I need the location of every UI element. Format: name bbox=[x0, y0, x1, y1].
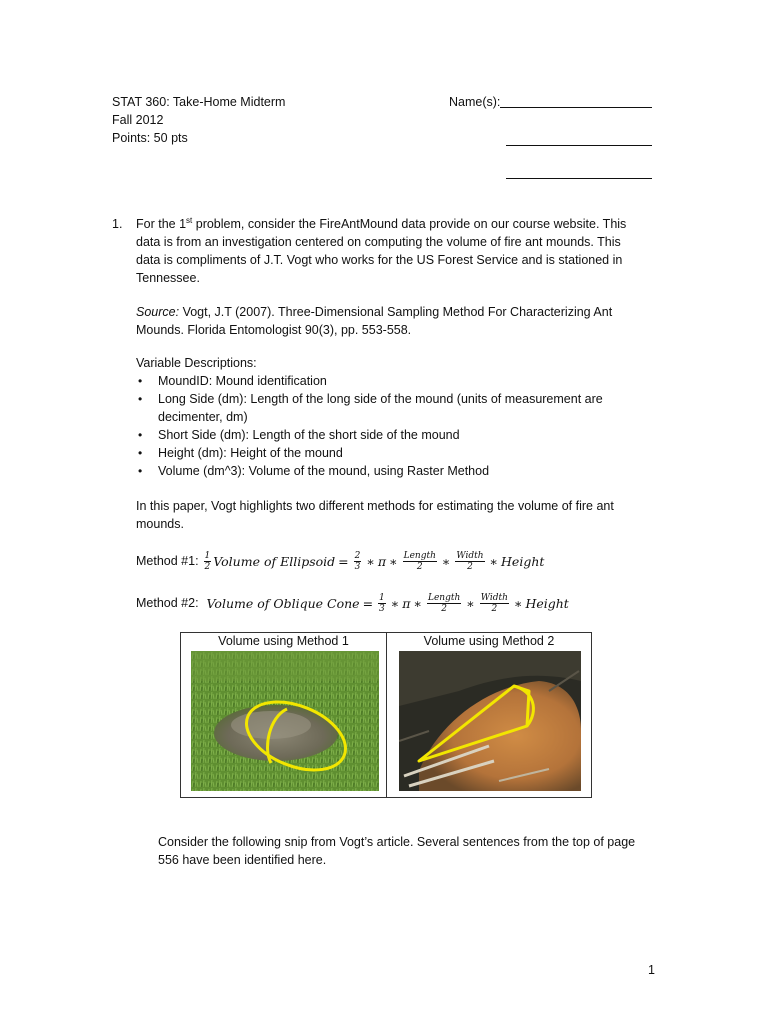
problem-intro-line-1 bbox=[136, 215, 626, 233]
times-sign: ∗ bbox=[489, 553, 499, 569]
problem-intro-line-3: data is compliments of J.T. Vogt who works for the US Forest Service and is stationed in bbox=[136, 253, 623, 267]
name-blank-1[interactable] bbox=[500, 107, 652, 108]
width-fraction bbox=[480, 593, 509, 614]
term: Fall 2012 bbox=[112, 113, 164, 127]
points: Points: 50 pts bbox=[112, 131, 188, 145]
times-sign: ∗ bbox=[441, 553, 451, 569]
equals-sign: = bbox=[362, 595, 374, 611]
page-number: 1 bbox=[648, 963, 655, 977]
methods-intro-line-1: In this paper, Vogt highlights two different methods for estimating the volume of fire ant bbox=[136, 499, 614, 513]
variable-item bbox=[136, 390, 656, 426]
length-fraction bbox=[403, 551, 437, 572]
fraction-denominator: 2 bbox=[491, 603, 498, 614]
half-fraction bbox=[204, 551, 212, 572]
name-blank-2[interactable] bbox=[506, 145, 652, 146]
variable-heading: Variable Descriptions: bbox=[136, 356, 257, 370]
fraction-denominator: 2 bbox=[441, 603, 447, 614]
intro-text-start: For the 1 bbox=[136, 217, 187, 231]
source-label: Source: bbox=[136, 305, 180, 319]
variable-item: • MoundID: Mound identification bbox=[136, 372, 656, 390]
fraction-denominator: 3 bbox=[379, 603, 385, 614]
pi-symbol: π bbox=[402, 595, 411, 611]
cone-mound-photo bbox=[399, 651, 581, 791]
times-sign: ∗ bbox=[389, 553, 398, 569]
intro-text-rest: problem, consider the FireAntMound data provide on our course website. This bbox=[192, 217, 627, 231]
consider-line-1: Consider the following snip from Vogt’s article. Several sentences from the top of page bbox=[158, 835, 636, 849]
fraction-numerator: Length bbox=[428, 592, 461, 603]
fraction-numerator: 1 bbox=[379, 592, 385, 603]
fraction-numerator: Width bbox=[480, 592, 508, 603]
variable-item-continuation: decimenter, dm) bbox=[158, 410, 248, 424]
coefficient-fraction bbox=[354, 551, 362, 572]
width-fraction bbox=[455, 551, 484, 572]
times-sign: ∗ bbox=[466, 595, 475, 611]
oblique-cone-term: Volume of Oblique Cone bbox=[206, 595, 360, 611]
figure-divider bbox=[386, 633, 387, 797]
height-term: Height bbox=[525, 595, 569, 611]
method-1-formula bbox=[136, 546, 544, 576]
coefficient-fraction bbox=[378, 593, 386, 614]
fraction-denominator: 2 bbox=[416, 561, 423, 572]
fraction-numerator: 2 bbox=[354, 550, 361, 561]
figure-caption-method-2: Volume using Method 2 bbox=[423, 634, 555, 648]
method-1-label: Method #1: bbox=[136, 554, 199, 568]
variable-item: • Height (dm): Height of the mound bbox=[136, 444, 656, 462]
consider-line-2: 556 have been identified here. bbox=[158, 853, 327, 867]
variable-list bbox=[136, 372, 656, 480]
problem-number: 1. bbox=[112, 217, 123, 231]
times-sign: ∗ bbox=[366, 553, 375, 569]
fraction-denominator: 2 bbox=[467, 561, 473, 572]
course-title: STAT 360: Take-Home Midterm bbox=[112, 95, 286, 109]
ordinal-suffix: st bbox=[186, 215, 193, 225]
fraction-numerator: Length bbox=[403, 550, 436, 561]
mound-figure-table bbox=[180, 632, 592, 798]
problem-intro-line-4: Tennessee. bbox=[136, 271, 200, 285]
source-citation: Vogt, J.T (2007). Three-Dimensional Sampling Method For Characterizing Ant bbox=[179, 305, 613, 319]
figure-caption-method-1: Volume using Method 1 bbox=[218, 634, 349, 648]
equals-sign: = bbox=[338, 553, 349, 569]
method-2-formula bbox=[136, 588, 569, 618]
methods-intro-line-2: mounds. bbox=[136, 517, 184, 531]
source-line-2: Mounds. Florida Entomologist 90(3), pp. 553-558. bbox=[136, 323, 412, 337]
variable-item: • Short Side (dm): Length of the short side of the mound bbox=[136, 426, 656, 444]
times-sign: ∗ bbox=[413, 595, 422, 611]
ellipsoid-term: Volume of Ellipsoid bbox=[213, 553, 336, 569]
source-line-1 bbox=[136, 303, 612, 321]
problem-intro-line-2: data is from an investigation centered on computing the volume of fire ant mounds. This bbox=[136, 235, 621, 249]
length-fraction bbox=[427, 593, 461, 614]
fraction-denominator: 3 bbox=[354, 561, 361, 572]
names-label: Name(s): bbox=[449, 95, 501, 109]
fraction-denominator: 2 bbox=[204, 561, 211, 572]
pi-symbol: π bbox=[377, 553, 387, 569]
variable-item-text: Long Side (dm): Length of the long side of the mound (units of measurement are bbox=[158, 392, 603, 406]
height-term: Height bbox=[501, 553, 545, 569]
fraction-numerator: Width bbox=[456, 550, 484, 561]
ellipsoid-mound-photo bbox=[191, 651, 379, 791]
name-blank-3[interactable] bbox=[506, 178, 652, 179]
times-sign: ∗ bbox=[390, 595, 400, 611]
method-2-label: Method #2: bbox=[136, 596, 199, 610]
fraction-numerator: 1 bbox=[204, 550, 211, 561]
variable-item: • Volume (dm^3): Volume of the mound, using Raster Method bbox=[136, 462, 656, 480]
times-sign: ∗ bbox=[513, 595, 523, 611]
